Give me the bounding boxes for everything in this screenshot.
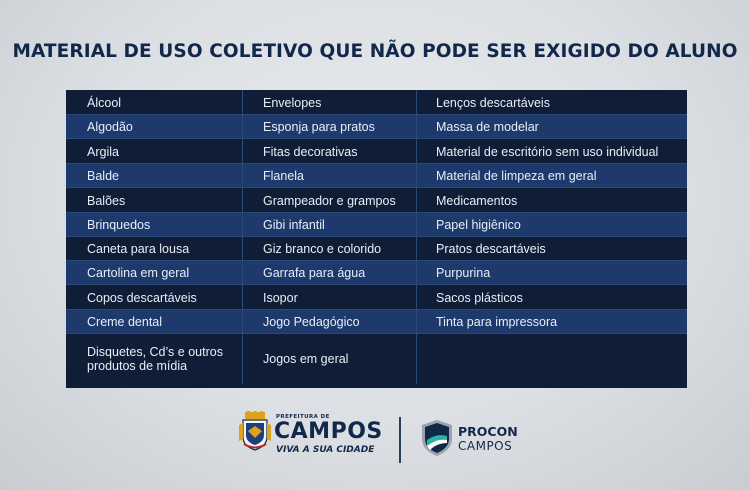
table-cell: Material de limpeza em geral xyxy=(416,164,687,188)
table-cell: Garrafa para água xyxy=(242,261,416,285)
table-cell: Brinquedos xyxy=(87,218,151,232)
logo-divider xyxy=(399,417,401,463)
table-cell: Envelopes xyxy=(242,90,416,115)
table-cell: Argila xyxy=(87,144,119,159)
table-row xyxy=(66,310,687,334)
table-cell: Giz branco e colorido xyxy=(242,237,416,261)
table-cell: Gibi infantil xyxy=(242,213,416,237)
footer-logos xyxy=(0,405,750,475)
procon-sub-text: CAMPOS xyxy=(458,439,513,453)
table-cell: Balde xyxy=(87,169,119,183)
table-cell: Jogo Pedagógico xyxy=(242,310,416,334)
table-cell: Medicamentos xyxy=(416,188,687,213)
table-cell xyxy=(416,334,687,384)
page-title: MATERIAL DE USO COLETIVO QUE NÃO PODE SER EXIGIDO DO ALUNO xyxy=(12,41,738,62)
campos-tagline: VIVA A SUA CIDADE xyxy=(276,445,375,455)
shield-icon xyxy=(421,419,453,457)
table-cell: Copos descartáveis xyxy=(87,290,197,305)
table-row xyxy=(66,115,687,139)
table-row xyxy=(66,139,687,164)
table-cell: Massa de modelar xyxy=(416,115,687,139)
table-cell: Disquetes, Cd’s e outros produtos de mídia xyxy=(87,345,223,373)
campos-logo-text: CAMPOS xyxy=(274,419,383,444)
table-cell: Isopor xyxy=(242,285,416,310)
table-row xyxy=(66,213,687,237)
table-cell: Algodão xyxy=(87,120,133,134)
table-cell: Material de escritório sem uso individual xyxy=(416,139,687,164)
table-row xyxy=(66,90,687,115)
table-row xyxy=(66,164,687,188)
table-cell: Papel higiênico xyxy=(416,213,687,237)
table-cell: Cartolina em geral xyxy=(87,266,190,280)
table-cell: Creme dental xyxy=(87,315,163,329)
table-cell: Fitas decorativas xyxy=(242,139,416,164)
table-row xyxy=(66,237,687,261)
crest-icon xyxy=(238,411,272,451)
table-row xyxy=(66,261,687,285)
materials-table xyxy=(66,90,687,388)
table-row xyxy=(66,188,687,213)
prefeitura-label: PREFEITURA DE xyxy=(276,414,330,420)
table-cell: Grampeador e grampos xyxy=(242,188,416,213)
table-cell: Lenços descartáveis xyxy=(416,90,687,115)
table-cell: Esponja para pratos xyxy=(242,115,416,139)
table-cell: Álcool xyxy=(87,95,122,110)
table-cell: Tinta para impressora xyxy=(416,310,687,334)
table-cell: Purpurina xyxy=(416,261,687,285)
table-row xyxy=(66,334,687,384)
table-row xyxy=(66,285,687,310)
procon-logo-text: PROCON xyxy=(458,424,518,439)
table-cell: Flanela xyxy=(242,164,416,188)
table-cell: Sacos plásticos xyxy=(416,285,687,310)
table-cell: Caneta para lousa xyxy=(87,242,190,256)
table-cell: Pratos descartáveis xyxy=(416,237,687,261)
table-cell: Jogos em geral xyxy=(242,334,416,384)
table-cell: Balões xyxy=(87,193,126,208)
